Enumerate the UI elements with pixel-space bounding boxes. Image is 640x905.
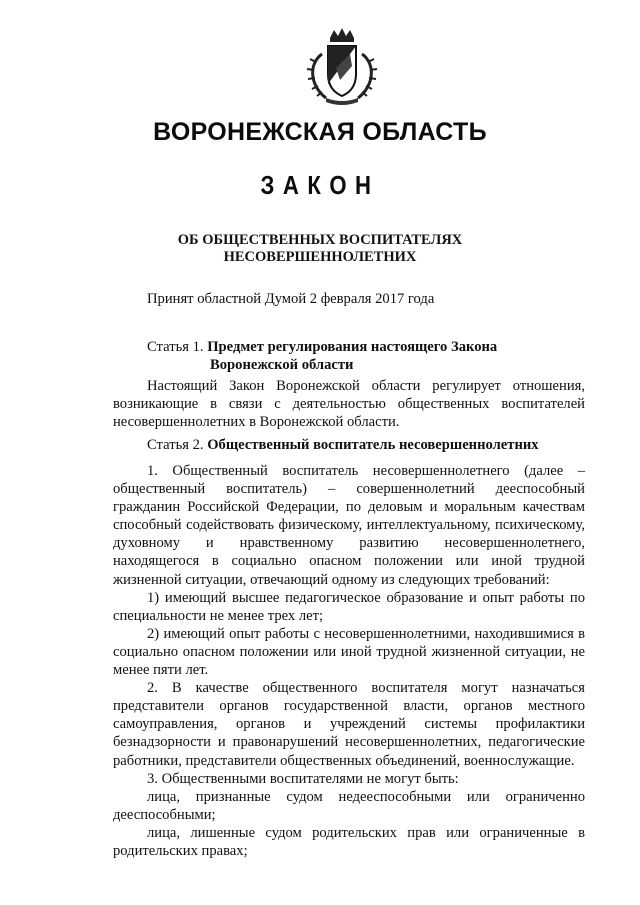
law-title-line: ОБ ОБЩЕСТВЕННЫХ ВОСПИТАТЕЛЯХ — [177, 232, 463, 248]
article-1-text: Настоящий Закон Воронежской области регулирует отношения, возникающие в связи с деятельностью общественных воспитателей несовершеннолетних в Воронежской области. — [113, 378, 585, 431]
law-title — [0, 232, 640, 266]
article-prefix: Статья 2. — [147, 437, 204, 453]
article-1-heading-cont: Воронежской области — [210, 357, 354, 373]
adoption-note: Принят областной Думой 2 февраля 2017 года — [147, 291, 435, 307]
paragraph: лица, признанные судом недееспособными или ограниченно дееспособными; — [113, 788, 585, 823]
paragraph: 2) имеющий опыт работы с несовершеннолетними, находившимися в социально опасном положении или иной трудной жизненной ситуации, не менее пяти лет. — [113, 625, 585, 679]
article-2-heading — [147, 436, 587, 454]
region-name: ВОРОНЕЖСКАЯ ОБЛАСТЬ — [153, 118, 487, 146]
article-2-body — [113, 462, 585, 860]
law-title-line: НЕСОВЕРШЕННОЛЕТНИХ — [223, 249, 417, 265]
voronezh-coat-of-arms-icon — [300, 24, 384, 108]
paragraph: 3. Общественными воспитателями не могут быть: — [147, 770, 459, 787]
article-title: Предмет регулирования настоящего Закона — [207, 339, 498, 355]
paragraph: 1) имеющий высшее педагогическое образование и опыт работы по специальности не менее трех лет; — [113, 589, 585, 624]
paragraph: 1. Общественный воспитатель несовершеннолетнего (далее – общественный воспитатель) – совершеннолетний дееспособный гражданин Российской Федерации, по деловым и моральным качествам способный содействовать физическому, интеллектуальному, психическому, духовному и нравственному развитию несовершеннолетнего, находящегося в социально опасном положении или иной трудной жизненной ситуации, отвечающий одному из следующих требований: — [113, 463, 585, 588]
paragraph: лица, лишенные судом родительских прав или ограниченные в родительских правах; — [113, 824, 585, 859]
article-1-heading — [147, 338, 587, 356]
paragraph: 2. В качестве общественного воспитателя могут назначаться представители органов государственной власти, органов местного самоуправления, органов и учреждений системы профилактики безнадзорности и правонарушений несовершеннолетних, педагогические работники, представители общественных объединений, военнослужащие. — [113, 680, 585, 769]
article-prefix: Статья 1. — [147, 339, 204, 355]
law-label: ЗАКОН — [260, 170, 380, 200]
article-title: Общественный воспитатель несовершеннолетних — [207, 437, 539, 453]
